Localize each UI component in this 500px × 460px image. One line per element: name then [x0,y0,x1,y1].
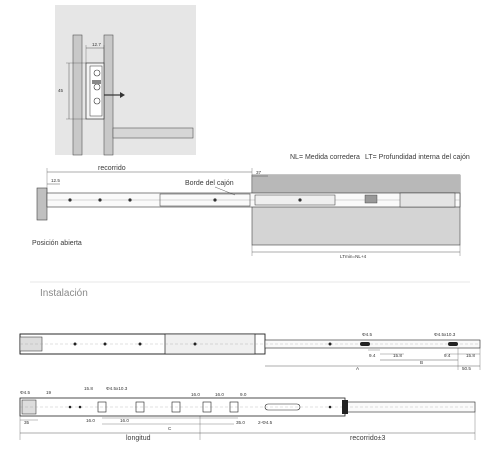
label-recorrido-open: recorrido [98,165,126,172]
rail-bottom-hole-slot: Φ4.5x10.3 [106,386,128,391]
rail-top-drawing [20,334,480,370]
rail-top-d-15-8-a: 15.8 [393,353,402,358]
dim-height: 45 [58,88,64,93]
rail-top-hole-slot: Φ4.5x10.3 [434,332,456,337]
installation-heading: Instalación [40,288,88,299]
rail-bottom-hole-small: Φ4.5 [20,390,31,395]
rail-top-label-b: B [420,360,424,365]
label-lt-formula: LTmin=NL+4 [340,254,367,259]
detail-cross-section [66,35,193,155]
rail-top-d-15-8-b: 15.8 [466,353,475,358]
rail-bottom-hole-side: 2-Φ4.5 [258,420,273,425]
rail-bottom-d-16-0-a: 16.0 [191,392,200,397]
rail-top-label-a: A [356,366,360,371]
rail-top-hole-small: Φ4.5 [362,332,373,337]
rail-top-d-9-4-b: 9.4 [444,353,451,358]
rail-bottom-label-c: C [168,426,172,431]
dim-37: 37 [256,170,262,175]
rail-bottom-d-35-0: 35.0 [236,420,245,425]
legend-lt: LT= Profundidad interna del cajón [365,154,470,161]
dim-12-5: 12.5 [51,178,60,183]
dim-width: 12.7 [92,42,101,47]
open-position-view [37,168,460,256]
rail-bottom-d-35: 35 [24,420,30,425]
legend-nl: NL= Medida corredera [290,154,360,161]
rail-bottom-d-15-8: 15.8 [84,386,93,391]
rail-bottom-d-19: 19 [46,390,52,395]
rail-bottom-label-recorrido: recorrido±3 [350,435,386,442]
label-borde-cajon: Borde del cajón [185,180,234,187]
rail-bottom-d-16-0-d: 16.0 [120,418,129,423]
rail-bottom-d-9-0: 9.0 [240,392,247,397]
rail-top-d-50-5: 50.5 [462,366,471,371]
rail-bottom-d-16-0-c: 16.0 [86,418,95,423]
rail-top-d-9-4-a: 9.4 [369,353,376,358]
rail-bottom-label-longitud: longitud [126,435,151,442]
rail-bottom-d-16-0-b: 16.0 [215,392,224,397]
label-posicion-abierta: Posición abierta [32,240,82,247]
